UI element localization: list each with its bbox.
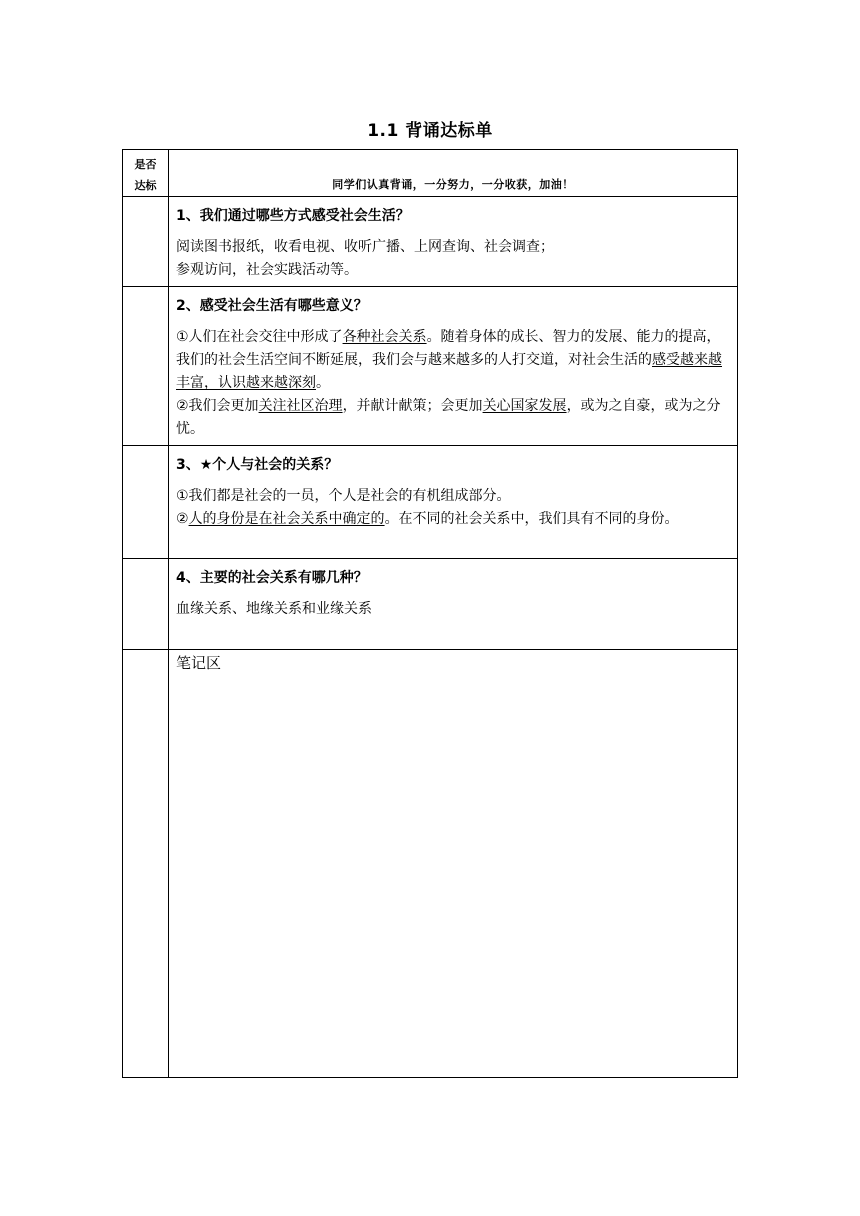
notes-area[interactable] (169, 650, 738, 1078)
question-2: 2、感受社会生活有哪些意义？ (176, 298, 368, 314)
item-row-3 (123, 446, 738, 559)
answer-text: ，或为之自豪，或为之分忧。 (176, 398, 721, 437)
answer-2 (176, 326, 731, 441)
answer-1-line-2: 参观访问，社会实践活动等。 (176, 262, 358, 278)
key-phrase: 感受越来越丰富，认识越来越深刻 (176, 352, 722, 391)
item-row-1 (123, 197, 738, 287)
status-header-line2: 达标 (134, 179, 157, 192)
question-4: 4、主要的社会关系有哪几种？ (176, 570, 368, 586)
answer-4 (176, 598, 731, 621)
motto-text: 同学们认真背诵，一分努力，一分收获，加油！ (332, 178, 574, 191)
content-cell-2 (169, 287, 738, 446)
answer-text: ② (176, 511, 189, 527)
answer-1 (176, 236, 731, 282)
page-title: 1.1 背诵达标单 (367, 121, 493, 141)
notes-left-cell (123, 650, 169, 1078)
answer-text: 。随着身体的成长、智力的发展、能力的提高，我们的社会生活空间不断延展，我们会与越来越多的人打交道，对社会生活的 (176, 329, 721, 368)
notes-row (123, 650, 738, 1078)
item-row-4 (123, 559, 738, 650)
header-row (123, 150, 738, 197)
answer-1-line-1: 阅读图书报纸，收看电视、收听广播、上网查询、社会调查； (176, 239, 554, 255)
content-cell-4 (169, 559, 738, 650)
question-1: 1、我们通过哪些方式感受社会生活？ (176, 208, 410, 224)
answer-text: ，并献计献策；会更加 (342, 398, 483, 414)
check-cell-4[interactable] (123, 559, 169, 650)
content-cell-1 (169, 197, 738, 287)
answer-2-para-2 (176, 395, 731, 441)
status-header-cell (123, 150, 169, 197)
key-phrase: 人的身份是在社会关系中确定的 (188, 511, 385, 527)
recitation-table (122, 149, 738, 1078)
key-phrase: 关心国家发展 (482, 398, 567, 414)
key-phrase: 关注社区治理 (258, 398, 343, 414)
answer-text: 。在不同的社会关系中，我们具有不同的身份。 (384, 511, 679, 527)
question-3: 3、★个人与社会的关系？ (176, 457, 339, 473)
check-cell-3[interactable] (123, 446, 169, 559)
motto-cell (169, 150, 738, 197)
answer-3 (176, 485, 731, 531)
status-header-line1: 是否 (134, 158, 157, 171)
check-cell-2[interactable] (123, 287, 169, 446)
key-phrase: 各种社会关系 (342, 329, 427, 345)
answer-4-text: 血缘关系、地缘关系和业缘关系 (176, 601, 372, 617)
item-row-2 (123, 287, 738, 446)
answer-3-para-2 (176, 508, 731, 531)
answer-3-para-1: ①我们都是社会的一员，个人是社会的有机组成部分。 (176, 488, 511, 504)
answer-2-para-1 (176, 326, 731, 395)
content-cell-3 (169, 446, 738, 559)
notes-label: 笔记区 (176, 654, 222, 672)
status-header-label (123, 150, 168, 196)
answer-text: 。 (316, 375, 330, 391)
answer-text: ①人们在社会交往中形成了 (176, 329, 343, 345)
check-cell-1[interactable] (123, 197, 169, 287)
answer-text: ②我们会更加 (176, 398, 259, 414)
